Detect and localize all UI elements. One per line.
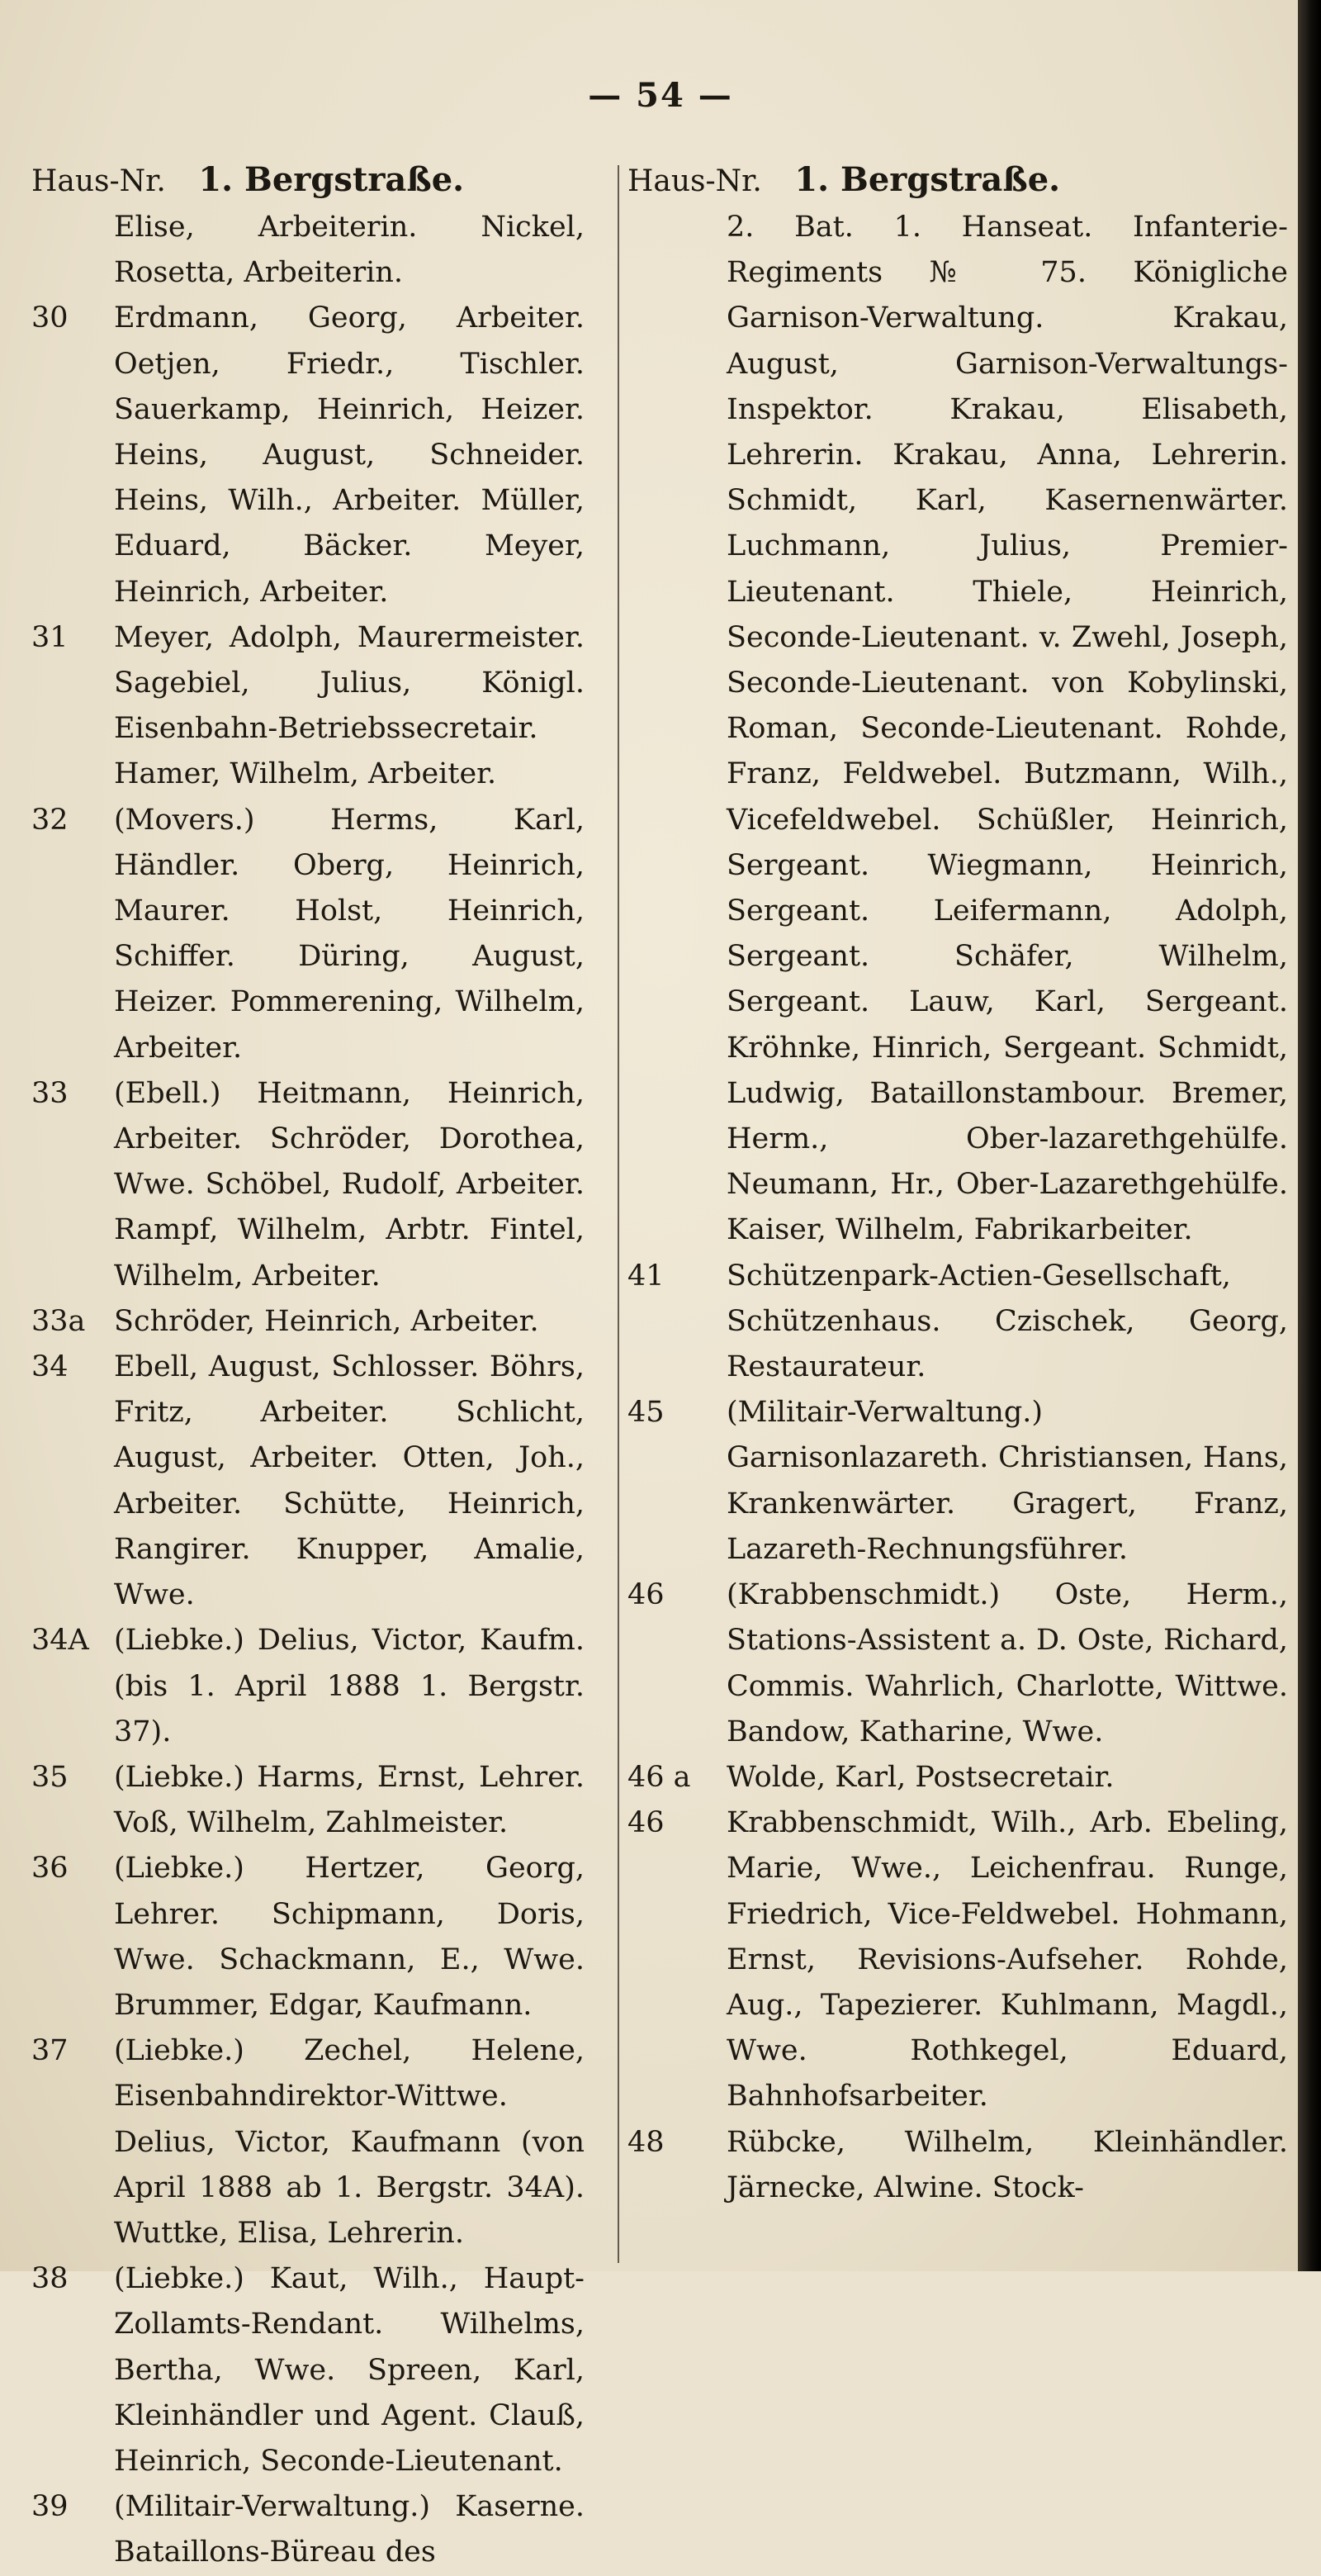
house-number: 46 [627,1578,665,1612]
house-number: 32 [31,803,69,837]
address-entry [31,1618,585,1755]
house-number: 37 [31,2034,69,2068]
house-number-label: Haus-Nr. [31,164,166,198]
right-column [627,157,1288,2211]
residents-text: Erdmann, Georg, Arbeiter. Oetjen, Friedr., Tischler. Sauerkamp, Heinrich, Heizer. Heins, August, Schneider. Heins, Wilh., Arbeiter. Müller, Eduard, Bäcker. Meyer, Heinrich, Arbeiter. [114,301,585,609]
house-number: 38 [31,2262,69,2296]
residents-text: (Ebell.) Heitmann, Heinrich, Arbeiter. Schröder, Dorothea, Wwe. Schöbel, Rudolf, Arbeiter. Rampf, Wilhelm, Arbtr. Fintel, Wilhelm, Arbeiter. [114,1076,585,1293]
house-number: 48 [627,2125,665,2159]
residents-text: Krabbenschmidt, Wilh., Arb. Ebeling, Marie, Wwe., Leichenfrau. Runge, Friedrich, Vice-Feldwebel. Hohmann, Ernst, Revisions-Aufseher. Rohde, Aug., Tapezierer. Kuhlmann, Magdl., Wwe. Rothkegel, Eduard, Bahnhofsarbeiter. [727,1806,1288,2113]
house-number: 39 [31,2490,69,2524]
column-divider [618,165,619,2263]
address-entry [31,798,585,1071]
house-number: 41 [627,1259,665,1293]
residents-text: (Liebke.) Zechel, Helene, Eisenbahndirektor-Wittwe. Delius, Victor, Kaufmann (von April 1888 ab 1. Bergstr. 34A). Wuttke, Elisa, Lehrerin. [114,2034,585,2250]
house-number: 34 [31,1350,69,1384]
address-entry [627,1800,1288,2119]
continuation-text: 2. Bat. 1. Hanseat. Infanterie-Regiments № 75. Königliche Garnison-Verwaltung. Krakau, August, Garnison-Verwaltungs-Inspektor. Krakau, Elisabeth, Lehrerin. Krakau, Anna, Lehrerin. Schmidt, Karl, Kasernenwärter. Luchmann, Julius, Premier-Lieutenant. Thiele, Heinrich, Seconde-Lieutenant. v. Zwehl, Joseph, Seconde-Lieutenant. von Kobylinski, Roman, Seconde-Lieutenant. Rohde, Franz, Feldwebel. Butzmann, Wilh., Vicefeldwebel. Schüßler, Heinrich, Sergeant. Wiegmann, Heinrich, Sergeant. Leifermann, Adolph, Sergeant. Schäfer, Wilhelm, Sergeant. Lauw, Karl, Sergeant. Kröhnke, Hinrich, Sergeant. Schmidt, Ludwig, Bataillonstambour. Bremer, Herm., Ober-lazarethgehülfe. Neumann, Hr., Ober-Lazarethgehülfe. Kaiser, Wilhelm, Fabrikarbeiter. [727,211,1288,1247]
address-entry [31,615,585,798]
address-entry [31,1345,585,1618]
address-entry [627,1390,1288,1573]
address-entry [31,296,585,614]
house-number: 45 [627,1396,665,1430]
address-entry [627,1254,1288,1391]
residents-text: (Liebke.) Delius, Victor, Kaufm. (bis 1. April 1888 1. Bergstr. 37). [114,1624,585,1748]
address-entry [31,2256,585,2484]
address-entry [31,1755,585,1846]
address-entry [627,1755,1288,1800]
address-entry [31,1299,585,1345]
residents-text: Rübcke, Wilhelm, Kleinhändler. Järnecke, Alwine. Stock- [727,2125,1288,2204]
address-entry [31,1071,585,1299]
address-entry [627,2120,1288,2211]
street-name: 1. Bergstraße. [198,160,465,199]
house-number: 33 [31,1076,69,1110]
left-column [31,157,585,2576]
residents-text: Schröder, Heinrich, Arbeiter. [114,1304,539,1338]
address-entry [31,2028,585,2256]
house-number: 30 [31,301,69,335]
residents-text: (Movers.) Herms, Karl, Händler. Oberg, Heinrich, Maurer. Holst, Heinrich, Schiffer. Düring, August, Heizer. Pommerening, Wilhelm, Arbeiter. [114,803,585,1065]
residents-text: Ebell, August, Schlosser. Böhrs, Fritz, Arbeiter. Schlicht, August, Arbeiter. Otten, Joh., Arbeiter. Schütte, Heinrich, Rangirer. Knupper, Amalie, Wwe. [114,1350,585,1612]
house-number: 36 [31,1852,69,1886]
residents-text: Wolde, Karl, Postsecretair. [727,1760,1115,1794]
residents-text: (Liebke.) Harms, Ernst, Lehrer. Voß, Wilhelm, Zahlmeister. [114,1760,585,1840]
house-number: 35 [31,1760,69,1794]
residents-text: (Liebke.) Hertzer, Georg, Lehrer. Schipmann, Doris, Wwe. Schackmann, E., Wwe. Brummer, Edgar, Kaufmann. [114,1852,585,2022]
book-spine-shadow [1298,0,1321,2271]
address-entry [627,1573,1288,1755]
house-number-label: Haus-Nr. [627,164,762,198]
residents-text: (Militair-Verwaltung.) Garnisonlazareth. Christiansen, Hans, Krankenwärter. Gragert, Franz, Lazareth-Rechnungsführer. [727,1396,1288,1566]
residents-text: (Krabbenschmidt.) Oste, Herm., Stations-Assistent a. D. Oste, Richard, Commis. Wahrlich, Charlotte, Wittwe. Bandow, Katharine, Wwe. [727,1578,1288,1748]
continuation-text: Elise, Arbeiterin. Nickel, Rosetta, Arbeiterin. [114,211,585,290]
residents-text: (Liebke.) Kaut, Wilh., Haupt-Zollamts-Rendant. Wilhelms, Bertha, Wwe. Spreen, Karl, Kleinhändler und Agent. Clauß, Heinrich, Seconde-Lieutenant. [114,2262,585,2478]
right-column-header [627,157,1288,205]
house-number: 33a [31,1304,86,1338]
street-name: 1. Bergstraße. [794,160,1061,199]
residents-text: Schützenpark-Actien-Gesellschaft, Schützenhaus. Czischek, Georg, Restaurateur. [727,1259,1288,1384]
address-entry [31,1846,585,2028]
left-column-header [31,157,585,205]
residents-text: Meyer, Adolph, Maurermeister. Sagebiel, Julius, Königl. Eisenbahn-Betriebssecretair. Hamer, Wilhelm, Arbeiter. [114,620,585,791]
house-number: 34A [31,1624,89,1658]
house-number: 46 a [627,1760,691,1794]
house-number: 46 [627,1806,665,1840]
house-number: 31 [31,620,69,654]
page-number: — 54 — [588,76,733,115]
address-entry [31,2484,585,2575]
residents-text: (Militair-Verwaltung.) Kaserne. Bataillons-Büreau des [114,2490,585,2569]
